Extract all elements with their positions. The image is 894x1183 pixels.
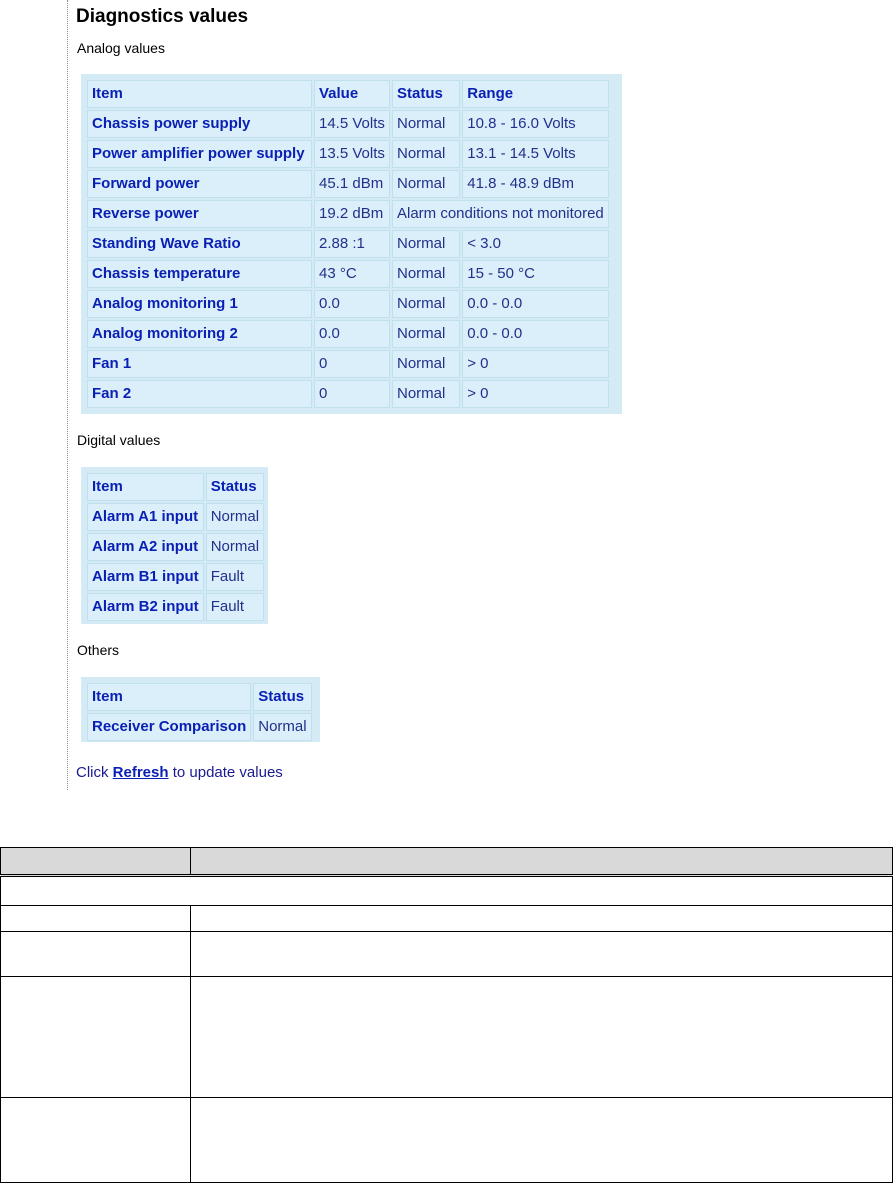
item-cell: Power amplifier power supply: [87, 140, 312, 168]
status-cell: Normal: [392, 230, 460, 258]
description-cell: [191, 977, 893, 1098]
analog-values-table-panel: [81, 74, 622, 414]
table-row: [1, 906, 893, 932]
item-cell: Standing Wave Ratio: [87, 230, 312, 258]
value-cell: 43 °C: [314, 260, 390, 288]
description-cell: [191, 932, 893, 977]
item-cell: Alarm B1 input: [87, 563, 204, 591]
value-cell: 2.88 :1: [314, 230, 390, 258]
table-row: [1, 977, 893, 1098]
item-cell: Chassis temperature: [87, 260, 312, 288]
value-cell: 45.1 dBm: [314, 170, 390, 198]
range-cell: 15 - 50 °C: [462, 260, 609, 288]
range-cell: > 0: [462, 380, 609, 408]
digital-values-table-panel: [81, 467, 268, 624]
range-cell: 41.8 - 48.9 dBm: [462, 170, 609, 198]
column-header-status: Status: [392, 80, 460, 108]
item-cell: Receiver Comparison: [87, 713, 251, 741]
item-cell: Analog monitoring 1: [87, 290, 312, 318]
table-row: [87, 713, 312, 741]
refresh-prefix: Click: [76, 764, 109, 781]
range-cell: < 3.0: [462, 230, 609, 258]
section-cell: [1, 876, 893, 906]
table-row: [87, 170, 609, 198]
table-header-row: [87, 80, 609, 108]
table-header-row: [87, 473, 264, 501]
value-cell: 0: [314, 380, 390, 408]
column-header-range: Range: [462, 80, 609, 108]
digital-values-table: [85, 471, 266, 623]
status-cell: Normal: [392, 170, 460, 198]
item-cell: Analog monitoring 2: [87, 320, 312, 348]
description-cell: [191, 1098, 893, 1183]
status-cell: Normal: [206, 503, 264, 531]
item-cell: Reverse power: [87, 200, 312, 228]
term-cell: [1, 906, 191, 932]
table-row: [87, 320, 609, 348]
status-cell: Normal: [392, 260, 460, 288]
header-cell: [1, 848, 191, 876]
range-cell: 0.0 - 0.0: [462, 320, 609, 348]
column-header-item: Item: [87, 80, 312, 108]
value-cell: 13.5 Volts: [314, 140, 390, 168]
table-row: [87, 593, 264, 621]
status-cell: Normal: [392, 290, 460, 318]
table-row: [87, 200, 609, 228]
digital-section-label: Digital values: [77, 432, 161, 448]
description-cell: [191, 906, 893, 932]
range-cell: > 0: [462, 350, 609, 378]
term-cell: [1, 932, 191, 977]
table-row: [87, 140, 609, 168]
table-row: [87, 230, 609, 258]
range-cell: 13.1 - 14.5 Volts: [462, 140, 609, 168]
term-cell: [1, 1098, 191, 1183]
analog-section-label: Analog values: [77, 40, 165, 56]
column-header-status: Status: [206, 473, 264, 501]
status-cell: Fault: [206, 593, 264, 621]
item-cell: Forward power: [87, 170, 312, 198]
status-cell: Normal: [392, 350, 460, 378]
value-cell: 0.0: [314, 290, 390, 318]
refresh-link[interactable]: Refresh: [112, 764, 169, 781]
item-cell: Fan 2: [87, 380, 312, 408]
value-cell: 14.5 Volts: [314, 110, 390, 138]
table-row: [1, 1098, 893, 1183]
column-header-item: Item: [87, 683, 251, 711]
value-cell: 19.2 dBm: [314, 200, 390, 228]
item-cell: Alarm A1 input: [87, 503, 204, 531]
column-header-value: Value: [314, 80, 390, 108]
others-table-panel: [81, 677, 320, 742]
status-cell: Normal: [392, 140, 460, 168]
status-cell: Normal: [206, 533, 264, 561]
header-cell: [191, 848, 893, 876]
analog-values-table: [85, 78, 611, 410]
table-row: [87, 380, 609, 408]
table-row: [87, 260, 609, 288]
others-section-label: Others: [77, 642, 120, 658]
table-row: [87, 503, 264, 531]
frame-border: [67, 0, 68, 790]
range-cell: 0.0 - 0.0: [462, 290, 609, 318]
status-cell: Normal: [253, 713, 311, 741]
term-cell: [1, 977, 191, 1098]
value-cell: 0: [314, 350, 390, 378]
status-cell: Normal: [392, 320, 460, 348]
page-title: Diagnostics values: [76, 6, 249, 27]
table-row: [1, 932, 893, 977]
item-cell: Chassis power supply: [87, 110, 312, 138]
status-cell: Alarm conditions not monitored: [392, 200, 609, 228]
table-row: [87, 110, 609, 138]
others-table: [85, 681, 314, 743]
status-cell: Fault: [206, 563, 264, 591]
description-table-header: [1, 848, 893, 876]
column-header-status: Status: [253, 683, 311, 711]
table-row: [87, 533, 264, 561]
table-row: [87, 563, 264, 591]
status-cell: Normal: [392, 380, 460, 408]
table-header-row: [87, 683, 312, 711]
table-row: [1, 876, 893, 906]
value-cell: 0.0: [314, 320, 390, 348]
table-row: [87, 290, 609, 318]
refresh-instruction: [76, 764, 283, 781]
status-cell: Normal: [392, 110, 460, 138]
refresh-suffix: to update values: [172, 764, 283, 781]
table-row: [87, 350, 609, 378]
column-header-item: Item: [87, 473, 204, 501]
item-cell: Alarm A2 input: [87, 533, 204, 561]
item-cell: Fan 1: [87, 350, 312, 378]
description-table: [0, 847, 893, 1183]
item-cell: Alarm B2 input: [87, 593, 204, 621]
range-cell: 10.8 - 16.0 Volts: [462, 110, 609, 138]
